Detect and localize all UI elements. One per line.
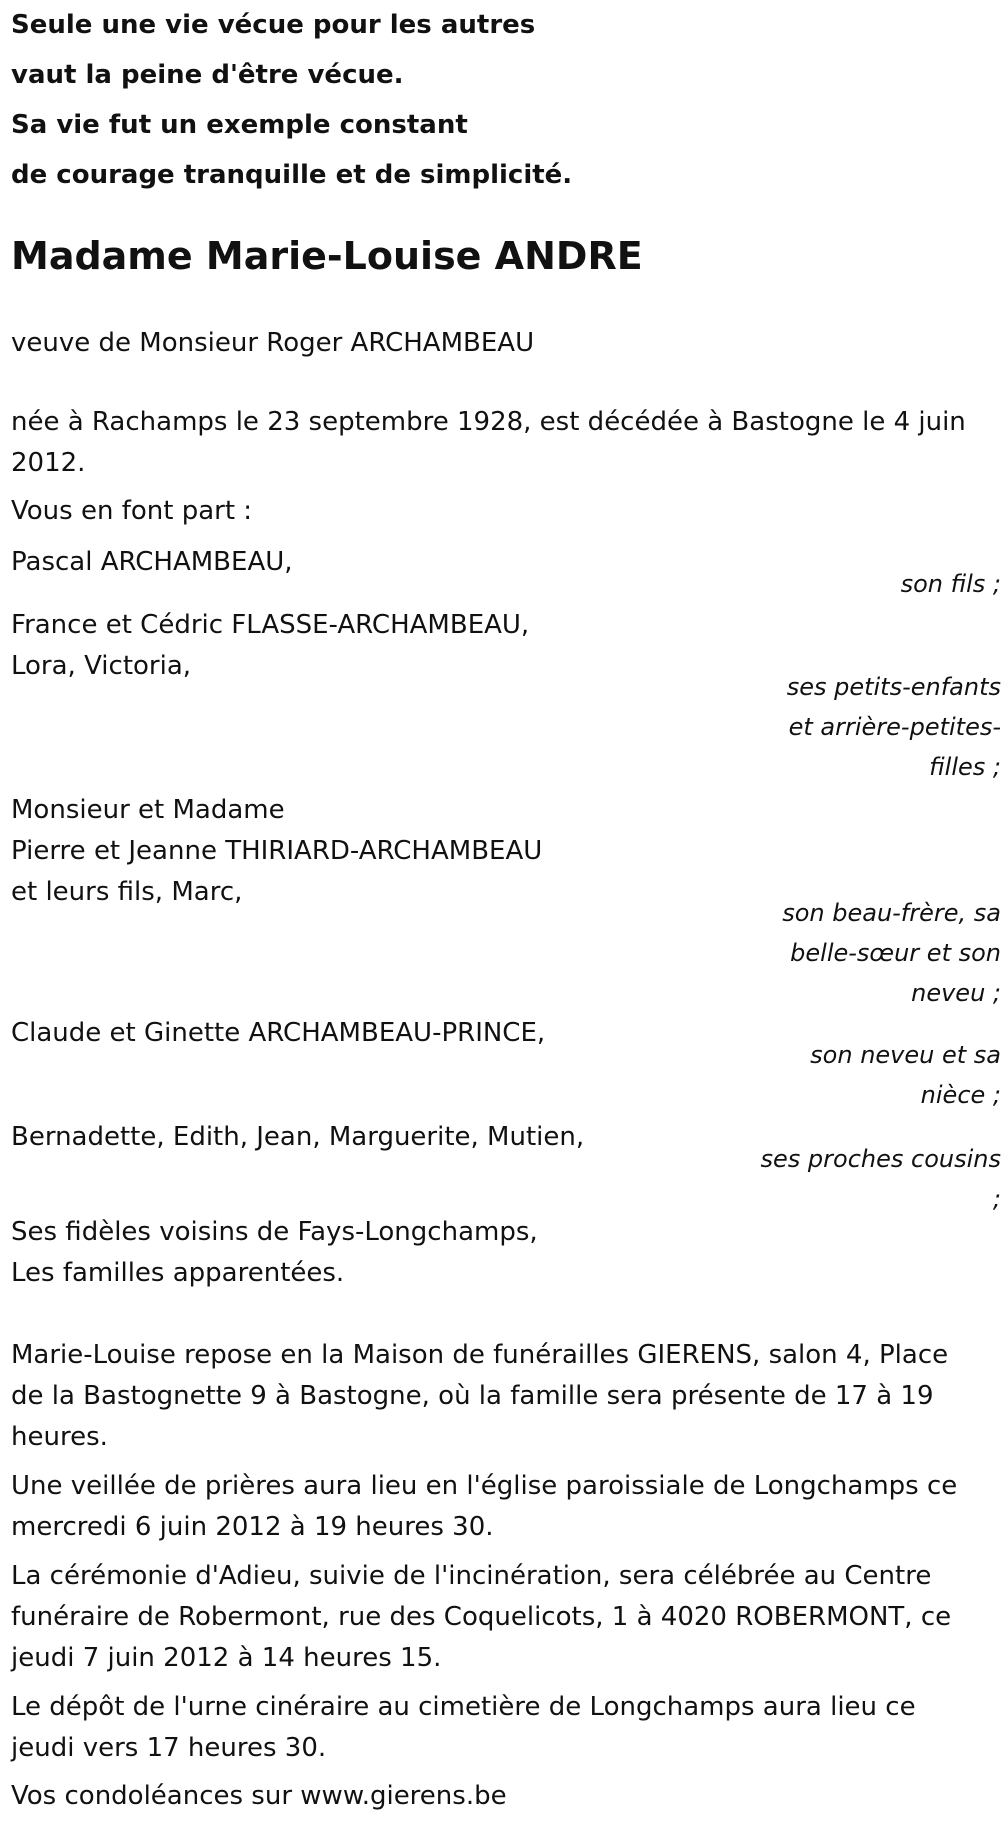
deceased-name: Madame Marie-Louise ANDRE — [11, 234, 643, 278]
family-name-line: Pascal ARCHAMBEAU, — [11, 547, 293, 577]
relation-line: son neveu et sa — [810, 1041, 1001, 1069]
relation-line: filles ; — [929, 753, 1001, 781]
epitaph-line: Sa vie fut un exemple constant — [11, 110, 468, 140]
family-names — [11, 542, 293, 583]
details-line: funéraire de Robermont, rue des Coquelicots, 1 à 4020 ROBERMONT, ce — [11, 1602, 952, 1632]
birth-death-line: née à Rachamps le 23 septembre 1928, est décédée à Bastogne le 4 juin — [11, 407, 966, 437]
relation-line: ; — [992, 1185, 1001, 1213]
details-line: heures. — [11, 1422, 108, 1452]
relation-line: et arrière-petites- — [788, 713, 1001, 741]
birth-death — [11, 402, 966, 484]
relation-line: belle-sœur et son — [790, 939, 1001, 967]
details-repose — [11, 1335, 948, 1458]
details-line: La cérémonie d'Adieu, suivie de l'incinération, sera célébrée au Centre — [11, 1561, 932, 1591]
family-name-line: Pierre et Jeanne THIRIARD-ARCHAMBEAU — [11, 836, 543, 866]
announcement: Vous en font part : — [11, 496, 253, 526]
family-name-line: et leurs fils, Marc, — [11, 877, 243, 907]
family-relation — [701, 667, 1001, 787]
family-name-line: Lora, Victoria, — [11, 651, 192, 681]
relation-line: nièce ; — [920, 1081, 1001, 1109]
details-line: de la Bastognette 9 à Bastogne, où la famille sera présente de 17 à 19 — [11, 1381, 934, 1411]
relation-line: ses petits-enfants — [786, 673, 1001, 701]
family-names — [11, 605, 529, 687]
details-vigil — [11, 1466, 957, 1548]
others-line: Les familles apparentées. — [11, 1258, 345, 1288]
epitaph — [11, 0, 572, 200]
relation-line: son beau-frère, sa — [782, 899, 1001, 927]
others — [11, 1212, 538, 1294]
details-line: jeudi 7 juin 2012 à 14 heures 15. — [11, 1643, 442, 1673]
condolences-link[interactable]: Vos condoléances sur www.gierens.be — [11, 1781, 507, 1811]
details-ceremony — [11, 1556, 951, 1679]
family-relation — [701, 564, 1001, 604]
epitaph-line: vaut la peine d'être vécue. — [11, 60, 404, 90]
family-names — [11, 790, 542, 913]
family-relation — [701, 893, 1001, 1013]
details-line: Marie-Louise repose en la Maison de funérailles GIERENS, salon 4, Place — [11, 1340, 949, 1370]
family-name-line: Claude et Ginette ARCHAMBEAU-PRINCE, — [11, 1018, 546, 1048]
family-relation — [701, 1035, 1001, 1115]
epitaph-line: de courage tranquille et de simplicité. — [11, 160, 573, 190]
epitaph-line: Seule une vie vécue pour les autres — [11, 10, 536, 40]
family-name-line: Bernadette, Edith, Jean, Marguerite, Mutien, — [11, 1122, 585, 1152]
details-line: mercredi 6 juin 2012 à 19 heures 30. — [11, 1512, 494, 1542]
relation-line: ses proches cousins — [760, 1145, 1001, 1173]
relation-line: neveu ; — [911, 979, 1001, 1007]
details-line: Le dépôt de l'urne cinéraire au cimetière de Longchamps aura lieu ce — [11, 1692, 916, 1722]
family-name-line: Monsieur et Madame — [11, 795, 285, 825]
details-urn — [11, 1687, 916, 1769]
details-line: jeudi vers 17 heures 30. — [11, 1733, 327, 1763]
family-names — [11, 1117, 584, 1158]
family-relation — [701, 1139, 1001, 1219]
birth-death-line: 2012. — [11, 448, 86, 478]
relation-line: son fils ; — [900, 570, 1001, 598]
others-line: Ses fidèles voisins de Fays-Longchamps, — [11, 1217, 538, 1247]
family-name-line: France et Cédric FLASSE-ARCHAMBEAU, — [11, 610, 530, 640]
details-line: Une veillée de prières aura lieu en l'église paroissiale de Longchamps ce — [11, 1471, 958, 1501]
family-names — [11, 1013, 545, 1054]
widow-of: veuve de Monsieur Roger ARCHAMBEAU — [11, 328, 535, 358]
